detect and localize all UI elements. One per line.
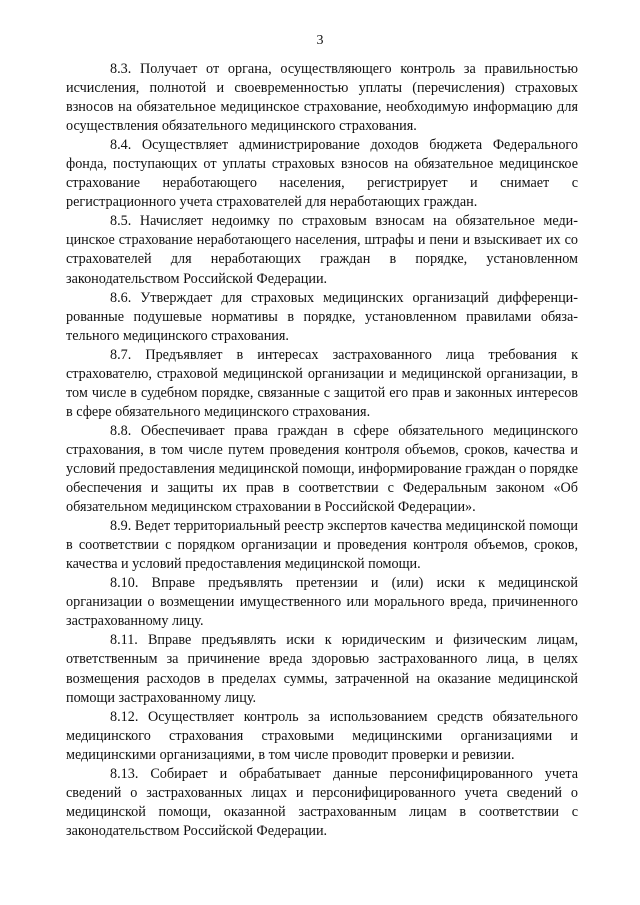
- paragraph-8-13: 8.13. Собирает и обрабатывает данные персонифицированного учета сведений о застрахованных лицах и персонифицированного учета сведений о медицинской помощи, оказанной застрахованным лицам в соответствии с законодательством Российской Федерации.: [66, 765, 578, 839]
- paragraph-8-7: 8.7. Предъявляет в интересах застрахованного лица требования к страхователю, страховой медицинской организации и медицинской организации, в том числе в судебном порядке, связанные с защитой его прав и законных интересов в сфере обязательного медицинского страхования.: [66, 346, 578, 420]
- page-number: 3: [316, 33, 324, 48]
- paragraph-8-11: 8.11. Вправе предъявлять иски к юридическим и физическим лицам, ответственным за причинение вреда здоровью застрахованного лица, в целях возмещения расходов в пределах суммы, затраченной на оказание медицинской помощи застрахованному лицу.: [66, 632, 578, 706]
- paragraph-8-9: 8.9. Ведет территориальный реестр экспертов качества медицинской помощи в соответствии с порядком организации и проведения контроля объемов, сроков, качества и условий предоставления медицинской помощи.: [66, 518, 578, 573]
- paragraph-8-5: 8.5. Начисляет недоимку по страховым взносам на обязательное медицинское страхование неработающего населения, штрафы и пени и взыскивает их со страхователей для неработающих граждан в порядке, установленном законодательством Российской Федерации.: [66, 213, 578, 287]
- paragraph-8-8: 8.8. Обеспечивает права граждан в сфере обязательного медицинского страхования, в том числе путем проведения контроля объемов, сроков, качества и условий предоставления медицинской помощи, информирование граждан о порядке обеспечения и защиты их прав в соответствии с Федеральным законом «Об обязательном медицинском страховании в Российской Федерации».: [66, 422, 578, 516]
- paragraph-8-6: 8.6. Утверждает для страховых медицинских организаций дифференцированные подушевые нормативы в порядке, установленном правилами обязательного медицинского страхования.: [66, 289, 578, 344]
- paragraph-8-3: 8.3. Получает от органа, осуществляющего контроль за правильностью исчисления, полнотой и своевременностью уплаты (перечисления) страховых взносов на обязательное медицинское страхование, необходимую информацию для осуществления обязательного медицинского страхования.: [66, 61, 578, 135]
- paragraph-8-4: 8.4. Осуществляет администрирование доходов бюджета Федерального фонда, поступающих от уплаты страховых взносов на обязательное медицинское страхование неработающего населения, регистрирует и снимает с регистрационного учета страхователей для неработающих граждан.: [66, 137, 578, 211]
- document-body: [66, 60, 578, 841]
- paragraph-8-12: 8.12. Осуществляет контроль за использованием средств обязательного медицинского страхования страховыми медицинскими организациями и медицинскими организациями, в том числе проводит проверки и ревизии.: [66, 708, 578, 763]
- paragraph-8-10: 8.10. Вправе предъявлять претензии и (или) иски к медицинской организации о возмещении имущественного или морального вреда, причиненного застрахованному лицу.: [66, 575, 578, 630]
